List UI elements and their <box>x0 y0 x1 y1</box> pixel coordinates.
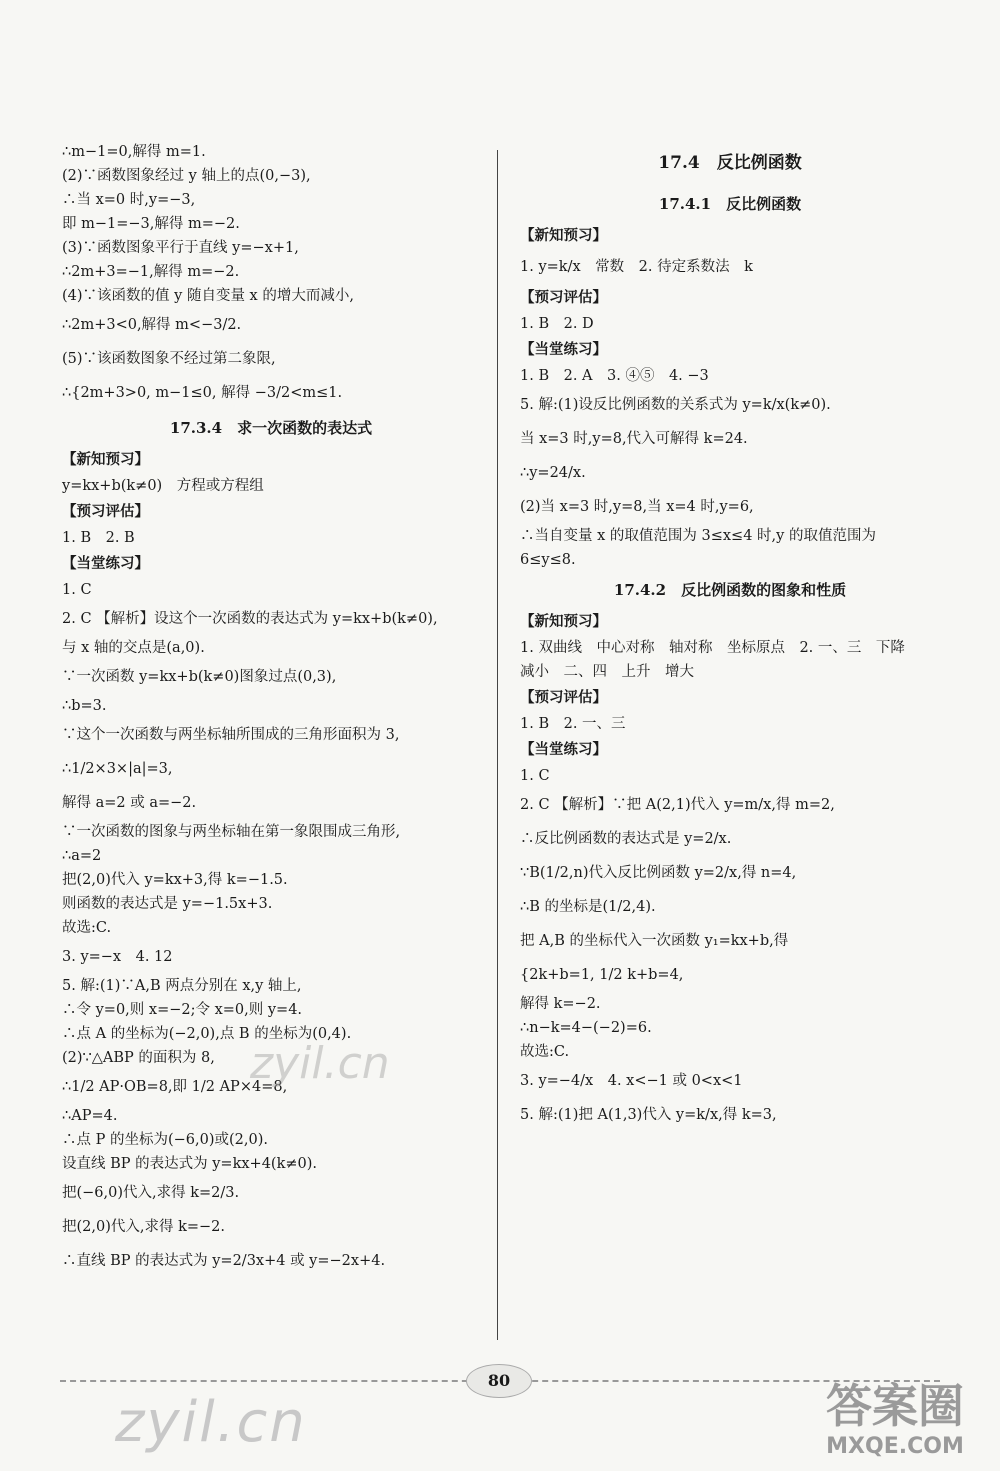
left-column <box>62 140 480 1278</box>
text-line: ∵B(1/2,n)代入反比例函数 y=2/x,得 n=4, <box>520 865 797 881</box>
text-line: ∴2m+3=−1,解得 m=−2. <box>62 264 240 280</box>
text-line: {2k+b=1, 1/2 k+b=4, <box>520 967 684 983</box>
text-line: ∴y=24/x. <box>520 465 586 481</box>
watermark-url: MXQE.COM <box>826 1434 964 1459</box>
column-divider <box>497 150 498 1340</box>
right-column <box>520 140 940 1132</box>
text-line: 1. 双曲线 中心对称 轴对称 坐标原点 2. 一、三 下降 <box>520 640 905 656</box>
right-block-1 <box>520 364 940 572</box>
text-line: 3. y=−4/x 4. x<−1 或 0<x<1 <box>520 1073 743 1089</box>
text-line: ∴{2m+3>0, m−1≤0, 解得 −3/2<m≤1. <box>62 385 343 401</box>
text-line: ∴当自变量 x 的取值范围为 3≤x≤4 时,y 的取值范围为 <box>520 528 876 544</box>
text-line: 设直线 BP 的表达式为 y=kx+4(k≠0). <box>62 1156 318 1172</box>
watermark-logo-text: 答案圈 <box>826 1379 964 1433</box>
subsection-title: 17.4.1 反比例函数 <box>658 195 802 213</box>
text-line: (3)∵函数图象平行于直线 y=−x+1, <box>62 240 299 256</box>
section-heading-dangtang: 【当堂练习】 <box>520 341 607 358</box>
text-line: 减小 二、四 上升 增大 <box>520 664 694 680</box>
text-line: 6≤y≤8. <box>520 552 576 568</box>
watermark-zyil: zyil.cn <box>115 1390 307 1455</box>
text-line: ∵这个一次函数与两坐标轴所围成的三角形面积为 3, <box>62 727 400 743</box>
section-heading-yuxi: 【预习评估】 <box>520 689 607 706</box>
text-line: 解得 k=−2. <box>520 996 601 1012</box>
section-heading-xinzhi: 【新知预习】 <box>62 451 149 468</box>
text-line: ∴2m+3<0,解得 m<−3/2. <box>62 317 242 333</box>
text-line: 1. B 2. A 3. ④⑤ 4. −3 <box>520 368 709 384</box>
page-number: 80 <box>466 1364 532 1398</box>
left-block-1 <box>62 140 480 410</box>
text-line: 2. C 【解析】设这个一次函数的表达式为 y=kx+b(k≠0), <box>62 611 438 627</box>
section-title: 17.4 反比例函数 <box>658 153 802 173</box>
xinzhi-answer: y=kx+b(k≠0) 方程或方程组 <box>62 478 264 494</box>
text-line: ∴m−1=0,解得 m=1. <box>62 144 206 160</box>
text-line: ∴B 的坐标是(1/2,4). <box>520 899 656 915</box>
text-line: ∴反比例函数的表达式是 y=2/x. <box>520 831 732 847</box>
text-line: 1. C <box>520 768 550 784</box>
text-line: 2. C 【解析】∵把 A(2,1)代入 y=m/x,得 m=2, <box>520 797 835 813</box>
subsection-title: 17.4.2 反比例函数的图象和性质 <box>613 581 847 599</box>
text-line: ∴AP=4. <box>62 1108 118 1124</box>
text-line: 1. C <box>62 582 92 598</box>
yuxi-answer: 1. B 2. B <box>62 530 135 546</box>
text-line: 故选:C. <box>520 1044 570 1060</box>
section-heading-yuxi: 【预习评估】 <box>62 503 149 520</box>
watermark-zyil-middle: zyil.cn <box>250 1038 390 1089</box>
text-line: 3. y=−x 4. 12 <box>62 949 173 965</box>
section-heading-yuxi: 【预习评估】 <box>520 289 607 306</box>
text-line: ∴点 P 的坐标为(−6,0)或(2,0). <box>62 1132 268 1148</box>
text-line: (4)∵该函数的值 y 随自变量 x 的增大而减小, <box>62 288 354 304</box>
text-line: ∴b=3. <box>62 698 107 714</box>
text-line: ∴令 y=0,则 x=−2;令 x=0,则 y=4. <box>62 1002 303 1018</box>
xinzhi-answer: 1. y=k/x 常数 2. 待定系数法 k <box>520 259 753 275</box>
watermark-mxqe <box>810 1378 980 1459</box>
text-line: ∴1/2 AP·OB=8,即 1/2 AP×4=8, <box>62 1079 288 1095</box>
text-line: 即 m−1=−3,解得 m=−2. <box>62 216 240 232</box>
yuxi-answer: 1. B 2. D <box>520 316 594 332</box>
text-line: 则函数的表达式是 y=−1.5x+3. <box>62 896 273 912</box>
section-heading-dangtang: 【当堂练习】 <box>62 555 149 572</box>
text-line: ∴直线 BP 的表达式为 y=2/3x+4 或 y=−2x+4. <box>62 1253 386 1269</box>
text-line: 当 x=3 时,y=8,代入可解得 k=24. <box>520 431 748 447</box>
text-line: 5. 解:(1)设反比例函数的关系式为 y=k/x(k≠0). <box>520 397 831 413</box>
text-line: ∴1/2×3×|a|=3, <box>62 761 173 777</box>
text-line: ∵一次函数 y=kx+b(k≠0)图象过点(0,3), <box>62 669 337 685</box>
left-block-2 <box>62 578 480 1278</box>
text-line: 5. 解:(1)把 A(1,3)代入 y=k/x,得 k=3, <box>520 1107 777 1123</box>
text-line: 把(−6,0)代入,求得 k=2/3. <box>62 1185 240 1201</box>
text-line: ∴当 x=0 时,y=−3, <box>62 192 196 208</box>
text-line: (2)当 x=3 时,y=8,当 x=4 时,y=6, <box>520 499 754 515</box>
text-line: ∴n−k=4−(−2)=6. <box>520 1020 652 1036</box>
text-line: 解得 a=2 或 a=−2. <box>62 795 197 811</box>
text-line: ∴点 A 的坐标为(−2,0),点 B 的坐标为(0,4). <box>62 1026 352 1042</box>
section-heading-xinzhi: 【新知预习】 <box>520 613 607 630</box>
text-line: 与 x 轴的交点是(a,0). <box>62 640 205 656</box>
section-heading-dangtang: 【当堂练习】 <box>520 741 607 758</box>
text-line: ∵一次函数的图象与两坐标轴在第一象限围成三角形, <box>62 824 401 840</box>
right-block-2 <box>520 764 940 1132</box>
text-line: 把(2,0)代入 y=kx+3,得 k=−1.5. <box>62 872 288 888</box>
subsection-title: 17.3.4 求一次函数的表达式 <box>169 419 373 437</box>
section-heading-xinzhi: 【新知预习】 <box>520 227 607 244</box>
text-line: (5)∵该函数图象不经过第二象限, <box>62 351 276 367</box>
text-line: 把(2,0)代入,求得 k=−2. <box>62 1219 226 1235</box>
text-line: (2)∵△ABP 的面积为 8, <box>62 1050 215 1066</box>
text-line: 5. 解:(1)∵A,B 两点分别在 x,y 轴上, <box>62 978 302 994</box>
text-line: 故选:C. <box>62 920 112 936</box>
text-line: (2)∵函数图象经过 y 轴上的点(0,−3), <box>62 168 311 184</box>
text-line: ∴a=2 <box>62 848 102 864</box>
text-line: 把 A,B 的坐标代入一次函数 y₁=kx+b,得 <box>520 933 789 949</box>
yuxi-answer: 1. B 2. 一、三 <box>520 716 626 732</box>
